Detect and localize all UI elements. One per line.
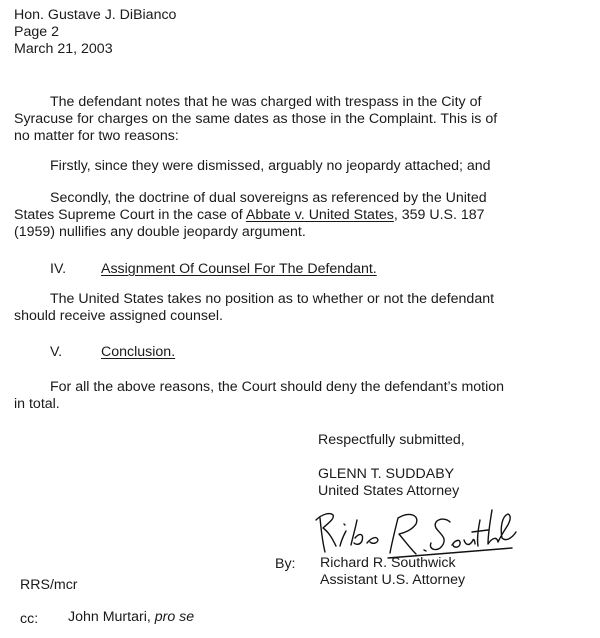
paragraph-1-line-1: The defendant notes that he was charged with trespass in the City of <box>50 94 482 110</box>
paragraph-2: Firstly, since they were dismissed, arguably no jeopardy attached; and <box>50 158 491 174</box>
attorney-title: United States Attorney <box>318 483 460 499</box>
signature-stroke <box>424 550 426 551</box>
signer-name: Richard R. Southwick <box>320 555 456 571</box>
signature-stroke <box>390 514 417 554</box>
section-4-numeral: IV. <box>50 261 67 277</box>
paragraph-3-line-2 <box>14 207 485 224</box>
paragraph-3-line-3: (1959) nullifies any double jeopardy argument. <box>14 224 306 240</box>
paragraph-1-line-2: Syracuse for charges on the same dates as those in the Complaint. This is of <box>14 111 498 127</box>
section-4-text-line-2: should receive assigned counsel. <box>14 308 224 324</box>
cc-role: pro se <box>154 609 195 625</box>
section-4-heading: Assignment Of Counsel For The Defendant. <box>101 261 377 277</box>
signature-stroke <box>488 510 516 544</box>
section-5-text-line-2: in total. <box>14 396 60 412</box>
case-citation: Abbate v. United States <box>245 207 394 223</box>
paragraph-3-line-1: Secondly, the doctrine of dual sovereigns as referenced by the United <box>50 190 487 206</box>
signature-stroke <box>452 539 475 547</box>
section-5-numeral: V. <box>50 344 63 360</box>
page-number: Page 2 <box>14 24 59 40</box>
recipient-line: Hon. Gustave J. DiBianco <box>14 7 177 23</box>
cc-recipient <box>68 609 194 626</box>
section-4-text-line-1: The United States takes no position as to whether or not the defendant <box>50 291 495 307</box>
paragraph-1-line-3: no matter for two reasons: <box>14 128 179 144</box>
attorney-name: GLENN T. SUDDABY <box>318 466 455 482</box>
section-5-heading: Conclusion. <box>101 344 176 360</box>
by-label: By: <box>275 556 296 572</box>
signer-title: Assistant U.S. Attorney <box>320 572 466 588</box>
letter-date: March 21, 2003 <box>14 41 113 57</box>
signature-stroke <box>351 520 363 545</box>
signature-stroke <box>340 524 346 546</box>
signature-stroke <box>316 514 336 552</box>
signature-stroke <box>430 519 450 549</box>
cc-label: cc: <box>20 611 39 627</box>
cc-name: John Murtari, <box>68 609 155 625</box>
section-5-text-line-1: For all the above reasons, the Court should deny the defendant’s motion <box>50 379 505 395</box>
paragraph-3-text-after: , 359 U.S. 187 <box>393 207 485 223</box>
closing-salutation: Respectfully submitted, <box>318 432 465 448</box>
typist-initials: RRS/mcr <box>20 577 78 593</box>
paragraph-3-text-before: States Supreme Court in the case of <box>14 207 246 223</box>
signature-stroke <box>367 538 378 544</box>
